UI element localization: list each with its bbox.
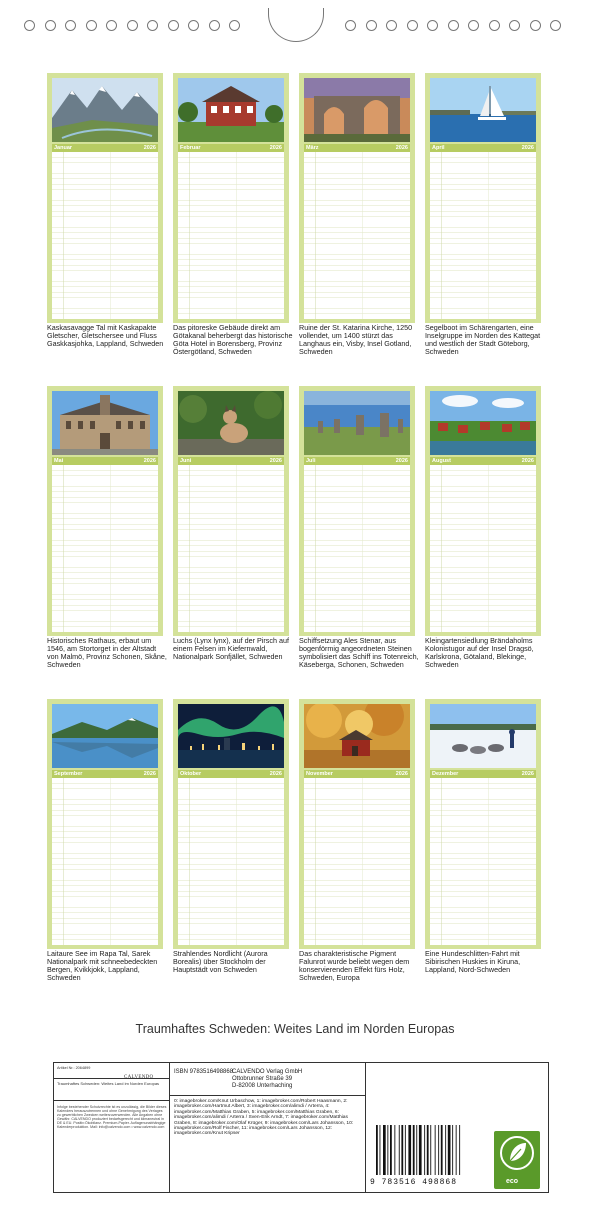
product-description: Traumhaftes Schweden: Weites Land im Norden Europas: [57, 1081, 160, 1086]
month-name: Mai: [54, 458, 64, 464]
binding-hole: [168, 20, 179, 31]
photo-caption: Historisches Rathaus, erbaut um 1546, am Stortorget in der Altstadt von Malmö, Provinz Schonen, Skåne, Schweden: [47, 636, 167, 670]
legal-notice: Infolge bestehender Schutzrechte ist es unzulässig, die Bilder dieses Kalenders herauszutrennen und ohne Genehmigung des Verlages zu gewerblichen Zwecken weiterzuverwenden. Alle Angaben ohne Gewähr. CALVENDO produziert bedarfsgerecht und klimaneutral in DE & EU. Positiv:Ökobilanz. Premium-Papier. Auflagenunabhängige Kalenderproduktion. Mail: info@calvendo.com • www.calvendo.com: [57, 1105, 167, 1130]
month-photo: [52, 78, 158, 142]
day-grid: [304, 465, 410, 632]
month-photo: [304, 704, 410, 768]
photo-caption: Strahlendes Nordlicht (Aurora Borealis) über Stockholm der Hauptstädt von Schweden: [173, 949, 268, 975]
month-header: [304, 770, 410, 778]
photo-caption: Ruine der St. Katarina Kirche, 1250 vollendet, um 1400 stürzt das Langhaus ein, Visby, Insel Gotland, Schweden: [299, 323, 413, 357]
binding-hole: [386, 20, 397, 31]
binding-hole: [468, 20, 479, 31]
day-grid: [52, 465, 158, 632]
photo-illustration: [304, 704, 410, 768]
day-grid: [178, 778, 284, 945]
calvendo-logo: [124, 1065, 164, 1075]
photo-illustration: [304, 78, 410, 142]
month-year: 2026: [269, 458, 282, 464]
day-grid: [178, 465, 284, 632]
photo-caption: Kleingartensiedlung Brändaholms Kolonistugor auf der Insel Dragsö, Karlskrona, Götaland, Blekinge, Schweden: [425, 636, 534, 670]
month-year: 2026: [269, 771, 282, 777]
binding-hole: [229, 20, 240, 31]
binding-hole: [550, 20, 561, 31]
photo-illustration: [52, 704, 158, 768]
month-year: 2026: [269, 145, 282, 151]
day-grid: [430, 152, 536, 319]
month-card-januar: [47, 73, 163, 323]
month-year: 2026: [143, 771, 156, 777]
day-grid: [52, 778, 158, 945]
photo-illustration: [178, 704, 284, 768]
month-name: Februar: [180, 145, 201, 151]
barcode: [374, 1125, 484, 1179]
photo-caption: Das pitoreske Gebäude direkt am Götakanal beherbergt das historische Göta Hotel in Borensberg, Provinz Östergötland, Schweden: [173, 323, 293, 357]
photo-caption: Das charakteristische Pigment Falunrot wurde beliebt wegen dem konservierenden Effekt fürs Holz, Schweden, Europa: [299, 949, 410, 983]
month-header: [430, 457, 536, 465]
leaf-icon: [494, 1131, 540, 1175]
month-header: [430, 770, 536, 778]
binding-hole: [188, 20, 199, 31]
month-header: [178, 457, 284, 465]
month-card-märz: [299, 73, 415, 323]
month-year: 2026: [395, 458, 408, 464]
photo-caption: Schiffsetzung Ales Stenar, aus bogenförmig angeordneten Steinen symbolisiert das Schiff ins Totenreich, Käseberga, Schonen, Schweden: [299, 636, 419, 670]
binding-hole: [24, 20, 35, 31]
month-photo: [178, 704, 284, 768]
photo-caption: Segelboot im Schärengarten, eine Inselgruppe im Norden des Kattegat und westlich der Stadt Göteborg, Schweden: [425, 323, 541, 357]
month-card-dezember: [425, 699, 541, 949]
month-card-oktober: [173, 699, 289, 949]
photo-illustration: [178, 391, 284, 455]
month-header: [178, 770, 284, 778]
binding-hole: [407, 20, 418, 31]
month-card-juni: [173, 386, 289, 636]
photo-illustration: [430, 78, 536, 142]
month-card-august: [425, 386, 541, 636]
month-card-september: [47, 699, 163, 949]
day-grid: [178, 152, 284, 319]
month-year: 2026: [143, 145, 156, 151]
month-name: November: [306, 771, 333, 777]
month-name: Januar: [54, 145, 73, 151]
binding-hole: [448, 20, 459, 31]
month-photo: [304, 78, 410, 142]
month-year: 2026: [521, 771, 534, 777]
month-year: 2026: [521, 458, 534, 464]
day-grid: [304, 778, 410, 945]
month-name: August: [432, 458, 451, 464]
photo-caption: Eine Hundeschlitten-Fahrt mit Sibirischen Huskies in Kiruna, Lappland, Nord-Schweden: [425, 949, 521, 975]
month-card-april: [425, 73, 541, 323]
month-photo: [52, 704, 158, 768]
day-grid: [430, 465, 536, 632]
month-photo: [430, 704, 536, 768]
photo-illustration: [430, 391, 536, 455]
day-grid: [304, 152, 410, 319]
binding-hole: [366, 20, 377, 31]
month-header: [178, 144, 284, 152]
month-photo: [430, 391, 536, 455]
month-name: Juli: [306, 458, 316, 464]
barcode-number: 9 783516 498868: [370, 1178, 458, 1187]
month-card-juli: [299, 386, 415, 636]
photo-credits: 0: imagebroker.com/Knut Urbaschow, 1: imagebroker.com/Robert Haasmann, 2: imagebroker.com/Hartmut Albert, 3: imagebroker.com/alimdi / Arterra, 4: imagebroker.com/Matthias Graben, 5: imagebroker.com/Matthias Graben, 6: imagebroker.com/alimdi / Arterra / Sven-Erik Arndt, 7: imagebroker.com/Matthias Graben, 8: imagebroker.com/Olaf Krüger, 9: imagebroker.com/Lars Johansson, 10: imagebroker.com/Rolf Fischer, 11: imagebroker.com/Lars Johansson, 12: imagebroker.com/Knut Kripser: [174, 1099, 354, 1137]
photo-caption: Luchs (Lynx lynx), auf der Pirsch auf einem Felsen im Kiefernwald, Nationalpark Sonfjället, Schweden: [173, 636, 289, 662]
binding-hole: [209, 20, 220, 31]
month-header: [52, 457, 158, 465]
month-photo: [178, 78, 284, 142]
day-grid: [52, 152, 158, 319]
binding-hole: [65, 20, 76, 31]
month-header: [52, 144, 158, 152]
month-card-februar: [173, 73, 289, 323]
publisher-address: CALVENDO Verlag GmbH Ottobrunner Straße 39 D-82008 Unterhaching: [232, 1069, 303, 1089]
month-header: [304, 144, 410, 152]
binding-hole: [45, 20, 56, 31]
photo-illustration: [178, 78, 284, 142]
month-name: Dezember: [432, 771, 459, 777]
month-header: [52, 770, 158, 778]
binding-hole: [106, 20, 117, 31]
calendar-title: Traumhaftes Schweden: Weites Land im Norden Europas: [135, 1022, 455, 1036]
month-photo: [304, 391, 410, 455]
binding-hole: [345, 20, 356, 31]
binding-hole: [86, 20, 97, 31]
month-header: [304, 457, 410, 465]
photo-illustration: [430, 704, 536, 768]
photo-illustration: [304, 391, 410, 455]
photo-illustration: [52, 78, 158, 142]
eco-badge: eco: [494, 1131, 540, 1189]
binding-hole: [489, 20, 500, 31]
article-number: Artikel Nr.: 2064899: [57, 1066, 91, 1070]
binding-hole: [509, 20, 520, 31]
month-name: Juni: [180, 458, 192, 464]
product-info-box: [53, 1062, 549, 1193]
binding-hole: [127, 20, 138, 31]
photo-illustration: [52, 391, 158, 455]
month-photo: [430, 78, 536, 142]
binding-hole: [147, 20, 158, 31]
month-year: 2026: [521, 145, 534, 151]
month-header: [430, 144, 536, 152]
isbn: ISBN 9783516498868: [174, 1069, 234, 1075]
day-grid: [430, 778, 536, 945]
article-column: [54, 1063, 170, 1192]
month-name: April: [432, 145, 445, 151]
binding-hole: [427, 20, 438, 31]
month-name: März: [306, 145, 319, 151]
month-year: 2026: [395, 771, 408, 777]
month-name: September: [54, 771, 83, 777]
month-year: 2026: [395, 145, 408, 151]
month-card-november: [299, 699, 415, 949]
month-card-mai: [47, 386, 163, 636]
photo-caption: Kaskasavagge Tal mit Kaskapakte Gletscher, Gletschersee und Fluss Gaskkasjohka, Lappland, Schweden: [47, 323, 164, 349]
month-photo: [52, 391, 158, 455]
photo-caption: Laitaure See im Rapa Tal, Sarek Nationalpark mit schneebedeckten Bergen, Kvikkjokk, Lappland, Schweden: [47, 949, 158, 983]
month-photo: [178, 391, 284, 455]
binding-hole: [530, 20, 541, 31]
month-year: 2026: [143, 458, 156, 464]
month-name: Oktober: [180, 771, 202, 777]
